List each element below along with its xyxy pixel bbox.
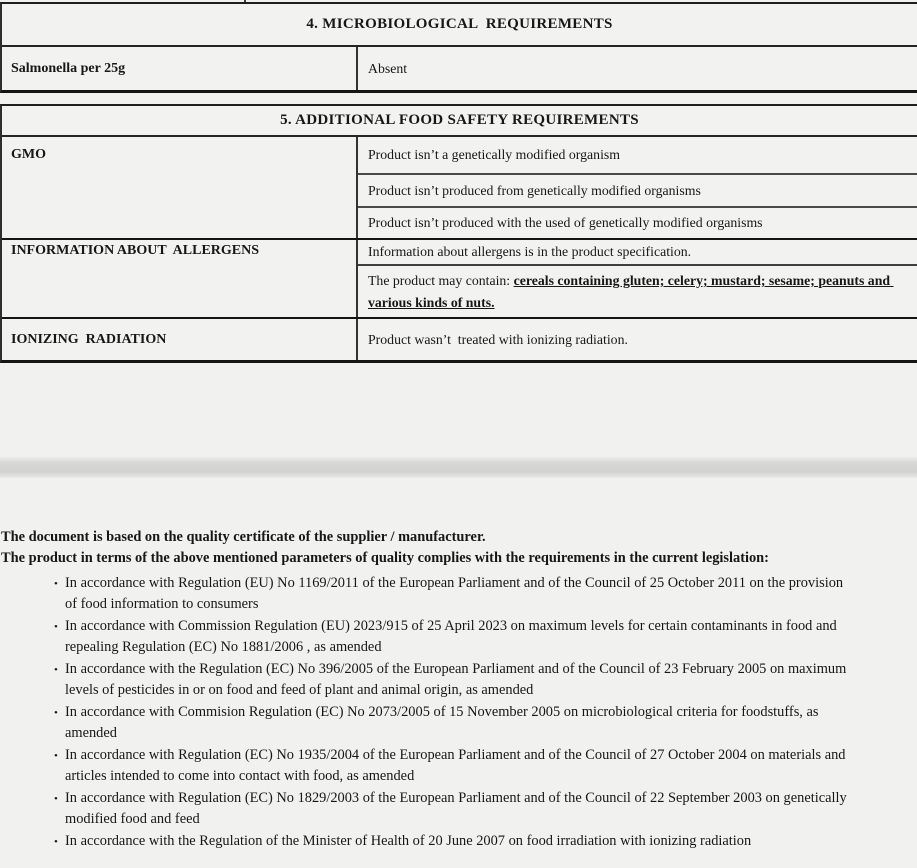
legislation-item-text: In accordance with the Regulation of the Minister of Health of 20 June 2007 on food irradiation with ionizing radiation [65, 833, 752, 849]
bullet-marker: • [54, 836, 58, 848]
parameter-cell-ionizing: IONIZING RADIATION [2, 319, 358, 360]
value-column-gmo [358, 137, 917, 238]
compliance-statement: The product in terms of the above mentioned parameters of quality complies with the requirements in the current legislation: [1, 550, 769, 566]
legal-statements-section [0, 527, 912, 854]
parameter-cell-salmonella: Salmonella per 25g [2, 47, 358, 90]
value-cell-allergens-2 [358, 266, 898, 317]
microbiological-table-title: 4. MICROBIOLOGICAL REQUIREMENTS [2, 4, 917, 47]
value-cell-ionizing: Product wasn’t treated with ionizing radiation. [368, 331, 628, 347]
bullet-marker: • [54, 621, 58, 633]
allergen-list-emphasized: cereals containing gluten; celery; mustard; sesame; peanuts and various kinds of nuts. [368, 273, 894, 310]
bullet-marker: • [54, 578, 58, 590]
legislation-item [54, 745, 912, 787]
value-cell-gmo-1: Product isn’t a genetically modified organism [358, 137, 917, 175]
legislation-item-text: In accordance with Regulation (EC) No 1829/2003 of the European Parliament and of the Council of 22 September 2003 on genetically modified food and feed [65, 790, 847, 827]
bullet-marker: • [54, 664, 58, 676]
document-basis-statement: The document is based on the quality certificate of the supplier / manufacturer. [1, 529, 486, 545]
microbiological-requirements-table [0, 2, 917, 93]
table-row-gmo [2, 137, 917, 240]
legislation-item-text: In accordance with Commision Regulation (EC) No 2073/2005 of 15 November 2005 on microbiological criteria for foodstuffs, as amended [65, 704, 819, 741]
parameter-cell-gmo: GMO [2, 137, 358, 238]
legislation-item [54, 616, 912, 658]
bullet-marker: • [54, 750, 58, 762]
allergen-statement-prefix: The product may contain: [368, 273, 514, 288]
additional-food-safety-table [0, 104, 917, 363]
legislation-item [54, 573, 912, 615]
value-cell-gmo-2: Product isn’t produced from genetically modified organisms [358, 175, 917, 208]
legislation-item-text: In accordance with Regulation (EU) No 1169/2011 of the European Parliament and of the Council of 25 October 2011 on the provision of food information to consumers [65, 575, 844, 612]
bullet-marker: • [54, 793, 58, 805]
legislation-item [54, 788, 912, 830]
parameter-cell-allergens: INFORMATION ABOUT ALLERGENS [2, 240, 358, 317]
legislation-item-text: In accordance with Commission Regulation (EU) 2023/915 of 25 April 2023 on maximum levels for certain contaminants in food and repealing Regulation (EC) No 1881/2006 , as amended [65, 618, 837, 655]
additional-table-title: 5. ADDITIONAL FOOD SAFETY REQUIREMENTS [2, 106, 917, 137]
legislation-item [54, 659, 912, 701]
table-row [2, 47, 917, 90]
value-column-allergens [358, 240, 917, 317]
legislation-item-text: In accordance with the Regulation (EC) No 396/2005 of the European Parliament and of the Council of 23 February 2005 on maximum levels of pesticides in or on food and feed of plant and animal origin, as amended [65, 661, 847, 698]
bullet-marker: • [54, 707, 58, 719]
table-row-ionizing-radiation [2, 319, 917, 360]
value-cell-gmo-3: Product isn’t produced with the used of genetically modified organisms [368, 215, 763, 230]
table-row-allergens [2, 240, 917, 319]
legislation-item [54, 702, 912, 744]
legislation-item-text: In accordance with Regulation (EC) No 1935/2004 of the European Parliament and of the Council of 27 October 2004 on materials and articles intended to come into contact with food, as amended [65, 747, 846, 784]
value-cell-allergens-1: Information about allergens is in the product specification. [358, 240, 917, 266]
value-cell-salmonella: Absent [368, 60, 408, 76]
legislation-item [54, 831, 912, 853]
legislation-list [0, 573, 912, 853]
page-break-band [0, 457, 917, 478]
